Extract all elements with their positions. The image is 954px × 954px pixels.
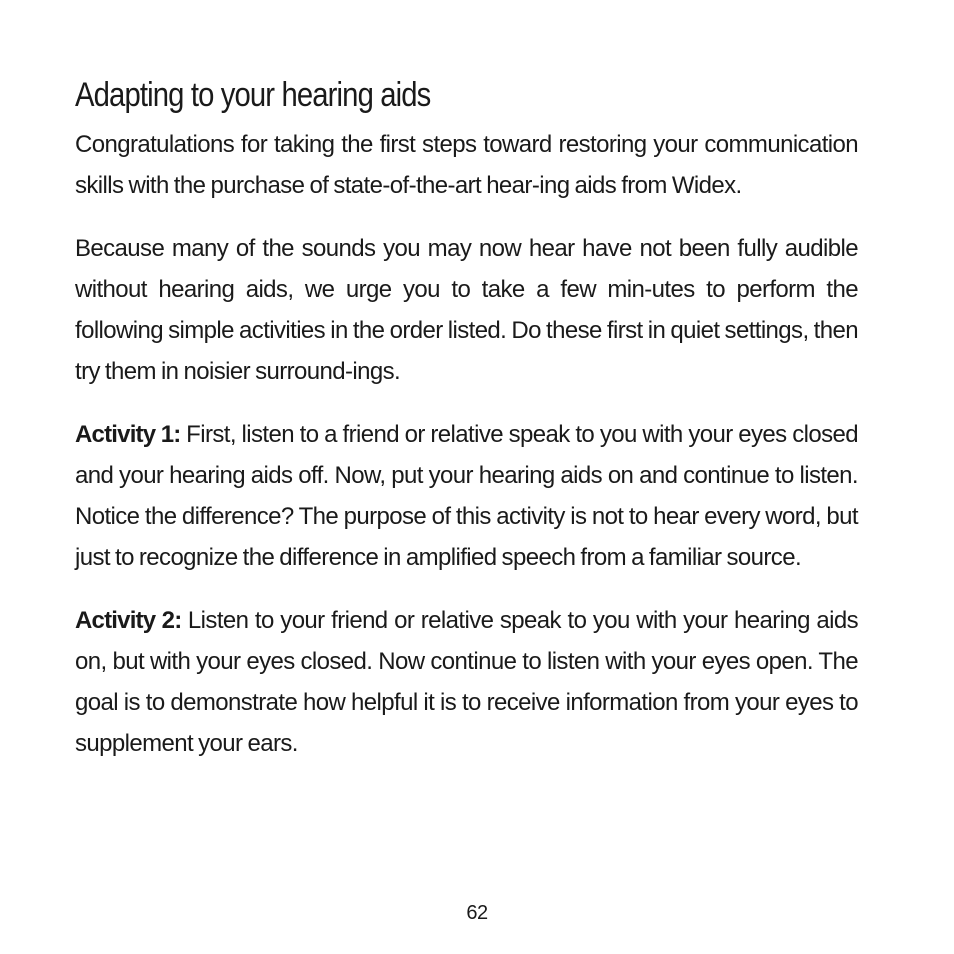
activity-2-text: Listen to your friend or relative speak to you with your hearing aids on, but with your eyes closed. Now continue to listen with your eyes open. The goal is to demonstrate how helpful it is to receive information from your eyes to supplement your ears. [75,607,858,757]
activity-1-paragraph [75,414,858,578]
activity-2-label: Activity 2: [75,607,182,634]
intro-paragraph: Congratulations for taking the first steps toward restoring your communication skills with the purchase of state-of-the-art hear-ing aids from Widex. [75,131,858,199]
instructions-paragraph: Because many of the sounds you may now hear have not been fully audible without hearing aids, we urge you to take a few min-utes to perform the following simple activities in the order listed. Do these first in quiet settings, then try them in noisier surround-ings. [75,235,858,385]
page-title: Adapting to your hearing aids [75,76,431,114]
activity-1-text: First, listen to a friend or relative speak to you with your eyes closed and your hearing aids off. Now, put your hearing aids on and continue to listen. Notice the difference? The purpose of this activity is not to hear every word, but just to recognize the difference in amplified speech from a familiar source. [75,421,858,571]
page-content [75,72,858,786]
activity-2-paragraph [75,600,858,764]
page-number: 62 [466,902,488,924]
activity-1-label: Activity 1: [75,421,181,448]
